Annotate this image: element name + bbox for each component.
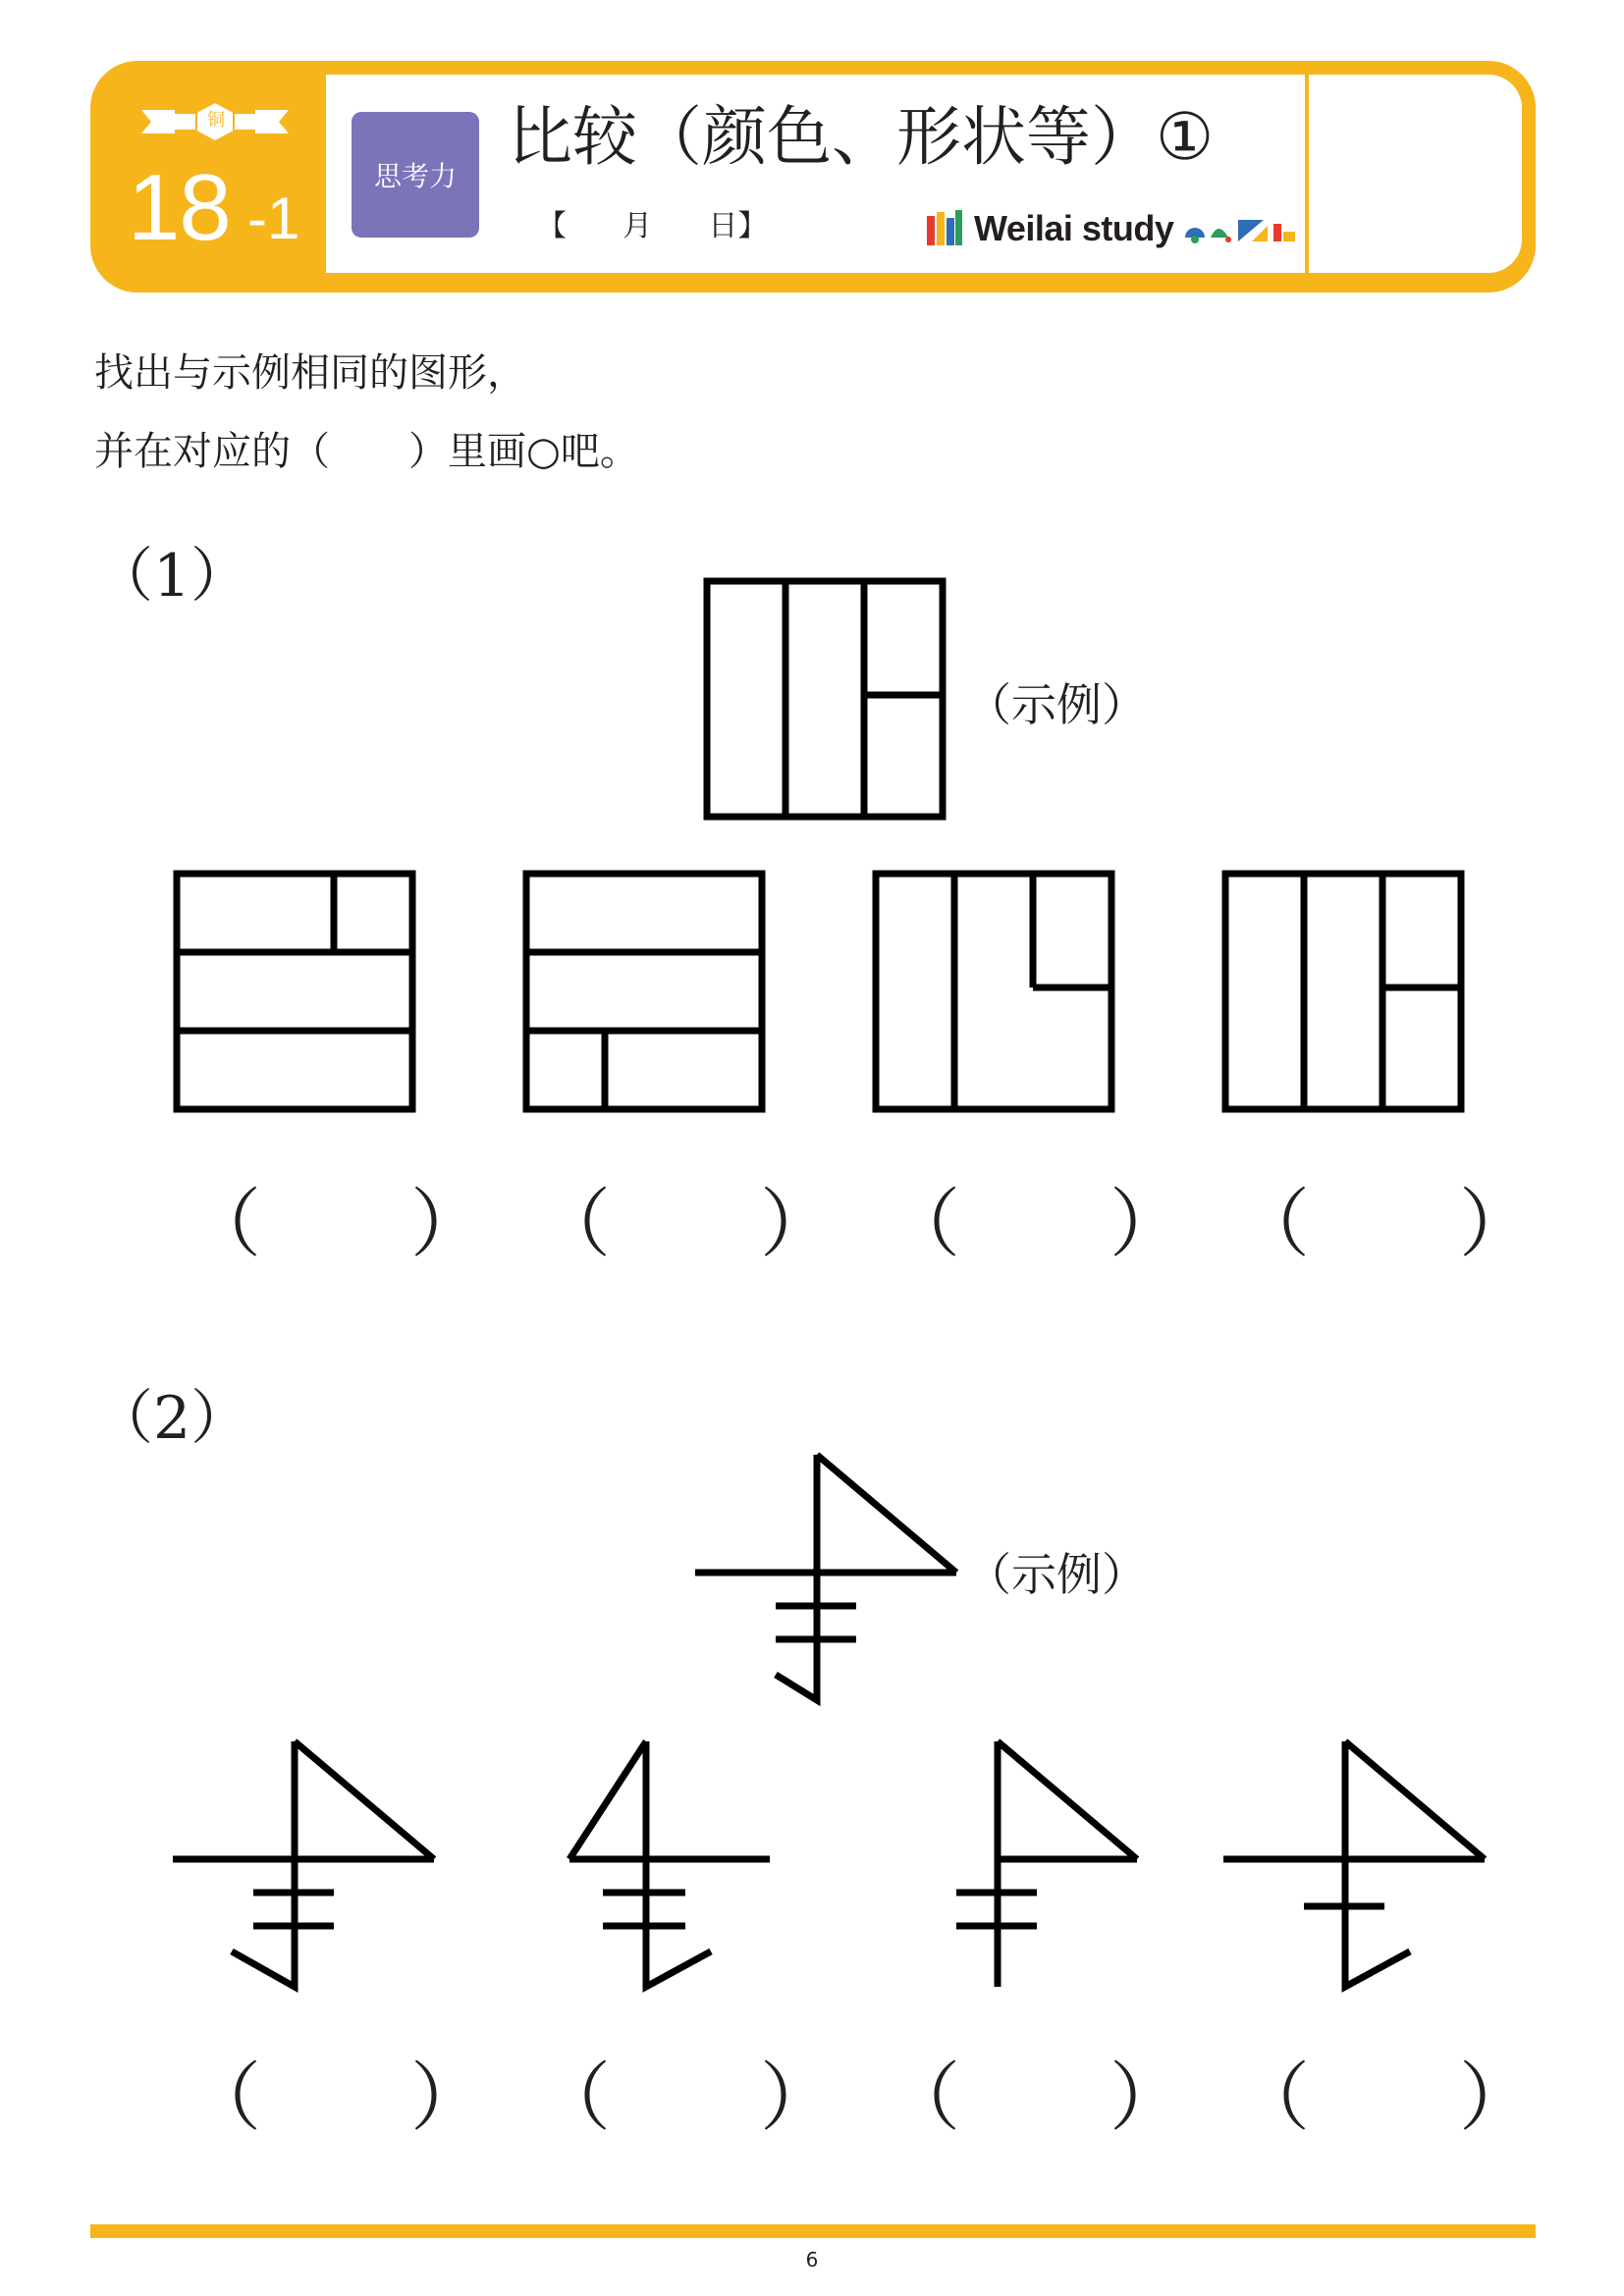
q2-option-d-figure: [1221, 1730, 1496, 1995]
brand-shapes-icon: [1181, 214, 1299, 243]
q2-option-c-figure: [874, 1730, 1149, 1995]
q1-option-d-figure: [1221, 870, 1467, 1113]
q1-answer-blank-d[interactable]: （ ）: [1235, 1180, 1534, 1267]
q2-option-b-figure: [522, 1730, 797, 1995]
instruction-line-2: 并在对应的（ ）里画○吧。: [94, 429, 639, 474]
lesson-sub-number: -1: [247, 186, 300, 251]
q1-answer-blank-a[interactable]: （ ）: [187, 1180, 485, 1267]
q2-sample-figure: [693, 1443, 968, 1708]
page-title: 比较（颜色、形状等）①: [508, 99, 1215, 175]
page-number: 6: [805, 2248, 819, 2271]
header-panel: [326, 75, 1522, 273]
footer-bar: [90, 2224, 1536, 2238]
brand-name: Weilai study: [974, 208, 1174, 248]
brand-logo: [925, 204, 1299, 253]
instruction-line-1: 找出与示例相同的图形，: [94, 350, 526, 396]
category-tag: 思考力: [352, 112, 479, 238]
q1-option-c-figure: [872, 870, 1117, 1113]
lesson-badge: [90, 61, 326, 293]
q2-sample-label: （示例）: [966, 1548, 1147, 1601]
lesson-header: [90, 61, 1536, 293]
question-1-label: （1）: [94, 542, 250, 611]
q1-answer-blank-c[interactable]: （ ）: [886, 1180, 1184, 1267]
lesson-number: 18: [128, 155, 231, 260]
header-divider: [1305, 75, 1309, 273]
level-badge-text: 铜: [207, 110, 225, 131]
question-2-label: （2）: [94, 1384, 250, 1453]
date-field: 【 月 日】: [537, 209, 768, 243]
q2-answer-blank-b[interactable]: （ ）: [536, 2054, 835, 2141]
q2-option-a-figure: [171, 1730, 446, 1995]
brand-mark-icon: [925, 208, 964, 249]
q1-sample-label: （示例）: [966, 678, 1147, 731]
q1-answer-blank-b[interactable]: （ ）: [536, 1180, 835, 1267]
q1-option-b-figure: [522, 870, 768, 1113]
q1-option-a-figure: [173, 870, 418, 1113]
q2-answer-blank-d[interactable]: （ ）: [1235, 2054, 1534, 2141]
q1-sample-figure: [703, 577, 948, 821]
q2-answer-blank-a[interactable]: （ ）: [187, 2054, 485, 2141]
q2-answer-blank-c[interactable]: （ ）: [886, 2054, 1184, 2141]
